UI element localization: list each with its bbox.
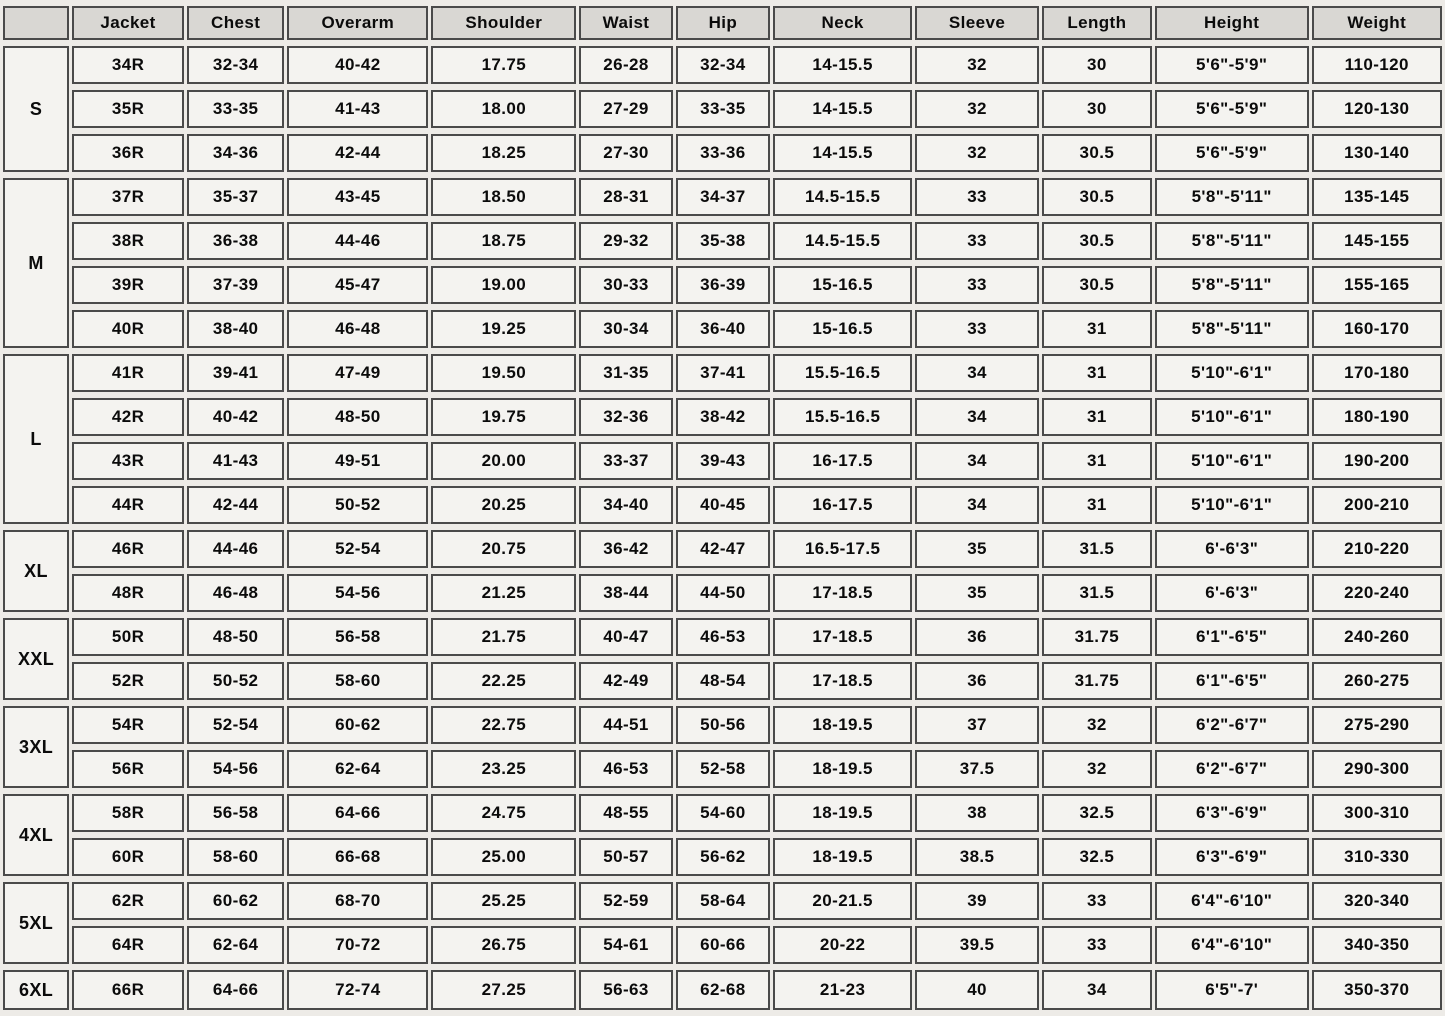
table-cell: 135-145 — [1312, 178, 1442, 216]
table-cell: 34-37 — [676, 178, 770, 216]
table-cell: 46-53 — [579, 750, 672, 788]
table-cell: 46-53 — [676, 618, 770, 656]
table-cell: 62-68 — [676, 970, 770, 1010]
table-cell: 32 — [915, 46, 1039, 84]
table-cell: 16-17.5 — [773, 486, 912, 524]
table-cell: 26.75 — [431, 926, 576, 964]
table-cell: 60R — [72, 838, 184, 876]
table-cell: 46-48 — [187, 574, 284, 612]
size-group-cell: M — [3, 178, 69, 348]
table-cell: 145-155 — [1312, 222, 1442, 260]
table-cell: 6'3"-6'9" — [1155, 794, 1309, 832]
table-cell: 44R — [72, 486, 184, 524]
table-cell: 64-66 — [187, 970, 284, 1010]
table-cell: 44-51 — [579, 706, 672, 744]
table-cell: 48-50 — [187, 618, 284, 656]
header-cell: Shoulder — [431, 6, 576, 40]
header-cell: Hip — [676, 6, 770, 40]
table-cell: 41-43 — [187, 442, 284, 480]
header-row — [3, 6, 1442, 40]
table-row — [3, 90, 1442, 128]
table-row — [3, 310, 1442, 348]
table-cell: 44-50 — [676, 574, 770, 612]
table-row — [3, 838, 1442, 876]
table-cell: 36-42 — [579, 530, 672, 568]
table-cell: 200-210 — [1312, 486, 1442, 524]
table-cell: 40 — [915, 970, 1039, 1010]
table-cell: 40R — [72, 310, 184, 348]
table-cell: 6'1"-6'5" — [1155, 662, 1309, 700]
table-cell: 43-45 — [287, 178, 428, 216]
table-cell: 52-54 — [287, 530, 428, 568]
table-cell: 48-54 — [676, 662, 770, 700]
table-cell: 34 — [915, 398, 1039, 436]
table-cell: 6'1"-6'5" — [1155, 618, 1309, 656]
table-cell: 27.25 — [431, 970, 576, 1010]
table-cell: 66-68 — [287, 838, 428, 876]
table-cell: 56-58 — [187, 794, 284, 832]
table-cell: 33-36 — [676, 134, 770, 172]
table-cell: 31 — [1042, 310, 1152, 348]
table-cell: 40-42 — [287, 46, 428, 84]
size-group-cell: S — [3, 46, 69, 172]
table-cell: 31.75 — [1042, 618, 1152, 656]
size-group-cell: 3XL — [3, 706, 69, 788]
table-cell: 19.50 — [431, 354, 576, 392]
table-cell: 37.5 — [915, 750, 1039, 788]
table-cell: 32 — [915, 134, 1039, 172]
table-cell: 24.75 — [431, 794, 576, 832]
table-row — [3, 574, 1442, 612]
table-cell: 18.00 — [431, 90, 576, 128]
table-cell: 6'4"-6'10" — [1155, 882, 1309, 920]
table-cell: 350-370 — [1312, 970, 1442, 1010]
table-cell: 44-46 — [287, 222, 428, 260]
table-cell: 220-240 — [1312, 574, 1442, 612]
table-cell: 20-22 — [773, 926, 912, 964]
table-cell: 31 — [1042, 354, 1152, 392]
table-cell: 37-41 — [676, 354, 770, 392]
table-row — [3, 442, 1442, 480]
header-cell: Length — [1042, 6, 1152, 40]
header-cell: Waist — [579, 6, 672, 40]
table-cell: 36 — [915, 662, 1039, 700]
table-cell: 31-35 — [579, 354, 672, 392]
header-cell: Neck — [773, 6, 912, 40]
table-cell: 54-60 — [676, 794, 770, 832]
table-cell: 45-47 — [287, 266, 428, 304]
table-cell: 6'2"-6'7" — [1155, 750, 1309, 788]
table-cell: 30.5 — [1042, 222, 1152, 260]
table-cell: 34 — [915, 442, 1039, 480]
table-cell: 21-23 — [773, 970, 912, 1010]
table-cell: 17-18.5 — [773, 574, 912, 612]
size-group-cell: 6XL — [3, 970, 69, 1010]
table-cell: 17-18.5 — [773, 618, 912, 656]
table-row — [3, 134, 1442, 172]
table-cell: 18-19.5 — [773, 794, 912, 832]
table-cell: 36 — [915, 618, 1039, 656]
table-cell: 42-44 — [287, 134, 428, 172]
header-cell: Weight — [1312, 6, 1442, 40]
table-row — [3, 618, 1442, 656]
table-row — [3, 926, 1442, 964]
table-cell: 38 — [915, 794, 1039, 832]
table-cell: 39-43 — [676, 442, 770, 480]
table-cell: 5'10"-6'1" — [1155, 398, 1309, 436]
table-cell: 36-40 — [676, 310, 770, 348]
size-group-cell: 5XL — [3, 882, 69, 964]
table-row — [3, 266, 1442, 304]
table-cell: 34 — [915, 486, 1039, 524]
table-cell: 44-46 — [187, 530, 284, 568]
table-cell: 30 — [1042, 90, 1152, 128]
table-cell: 5'6"-5'9" — [1155, 90, 1309, 128]
table-cell: 42-44 — [187, 486, 284, 524]
table-cell: 52R — [72, 662, 184, 700]
table-cell: 6'-6'3" — [1155, 530, 1309, 568]
table-row — [3, 750, 1442, 788]
table-body — [3, 46, 1442, 1010]
table-cell: 6'2"-6'7" — [1155, 706, 1309, 744]
header-cell: Overarm — [287, 6, 428, 40]
table-cell: 40-45 — [676, 486, 770, 524]
table-cell: 41R — [72, 354, 184, 392]
table-cell: 34R — [72, 46, 184, 84]
table-cell: 18-19.5 — [773, 750, 912, 788]
table-cell: 42-47 — [676, 530, 770, 568]
table-cell: 50-56 — [676, 706, 770, 744]
table-cell: 5'8"-5'11" — [1155, 310, 1309, 348]
table-cell: 70-72 — [287, 926, 428, 964]
table-cell: 5'6"-5'9" — [1155, 134, 1309, 172]
table-cell: 42-49 — [579, 662, 672, 700]
table-cell: 17-18.5 — [773, 662, 912, 700]
table-cell: 31 — [1042, 398, 1152, 436]
table-cell: 48-55 — [579, 794, 672, 832]
table-row — [3, 662, 1442, 700]
table-cell: 18.25 — [431, 134, 576, 172]
table-cell: 34-40 — [579, 486, 672, 524]
table-cell: 17.75 — [431, 46, 576, 84]
table-cell: 32 — [915, 90, 1039, 128]
table-cell: 14-15.5 — [773, 46, 912, 84]
table-cell: 50-52 — [187, 662, 284, 700]
table-cell: 32.5 — [1042, 794, 1152, 832]
table-cell: 35 — [915, 530, 1039, 568]
table-cell: 31 — [1042, 486, 1152, 524]
table-cell: 38.5 — [915, 838, 1039, 876]
table-cell: 62R — [72, 882, 184, 920]
table-cell: 36-39 — [676, 266, 770, 304]
table-cell: 56-62 — [676, 838, 770, 876]
table-cell: 30.5 — [1042, 134, 1152, 172]
table-cell: 23.25 — [431, 750, 576, 788]
table-cell: 52-54 — [187, 706, 284, 744]
table-cell: 60-62 — [187, 882, 284, 920]
table-cell: 34-36 — [187, 134, 284, 172]
table-cell: 260-275 — [1312, 662, 1442, 700]
table-cell: 120-130 — [1312, 90, 1442, 128]
table-cell: 37R — [72, 178, 184, 216]
table-cell: 15.5-16.5 — [773, 398, 912, 436]
table-row — [3, 486, 1442, 524]
table-cell: 36R — [72, 134, 184, 172]
table-row — [3, 882, 1442, 920]
table-cell: 38-42 — [676, 398, 770, 436]
table-cell: 14.5-15.5 — [773, 178, 912, 216]
table-cell: 5'8"-5'11" — [1155, 178, 1309, 216]
table-cell: 38-44 — [579, 574, 672, 612]
header-cell: Chest — [187, 6, 284, 40]
table-row — [3, 46, 1442, 84]
table-cell: 320-340 — [1312, 882, 1442, 920]
table-cell: 33 — [1042, 882, 1152, 920]
corner-cell — [3, 6, 69, 40]
table-cell: 39.5 — [915, 926, 1039, 964]
table-cell: 160-170 — [1312, 310, 1442, 348]
table-cell: 35-38 — [676, 222, 770, 260]
table-cell: 27-29 — [579, 90, 672, 128]
table-cell: 22.25 — [431, 662, 576, 700]
table-cell: 58R — [72, 794, 184, 832]
size-group-cell: L — [3, 354, 69, 524]
table-cell: 46-48 — [287, 310, 428, 348]
table-cell: 34 — [1042, 970, 1152, 1010]
table-cell: 42R — [72, 398, 184, 436]
table-cell: 41-43 — [287, 90, 428, 128]
table-cell: 35R — [72, 90, 184, 128]
table-cell: 52-59 — [579, 882, 672, 920]
table-cell: 26-28 — [579, 46, 672, 84]
table-cell: 170-180 — [1312, 354, 1442, 392]
table-cell: 38R — [72, 222, 184, 260]
size-group-cell: XXL — [3, 618, 69, 700]
table-cell: 30-34 — [579, 310, 672, 348]
table-cell: 5'10"-6'1" — [1155, 486, 1309, 524]
table-cell: 32-36 — [579, 398, 672, 436]
table-cell: 6'-6'3" — [1155, 574, 1309, 612]
table-cell: 14-15.5 — [773, 90, 912, 128]
table-cell: 19.00 — [431, 266, 576, 304]
table-cell: 5'10"-6'1" — [1155, 354, 1309, 392]
table-cell: 38-40 — [187, 310, 284, 348]
table-cell: 72-74 — [287, 970, 428, 1010]
table-cell: 31.75 — [1042, 662, 1152, 700]
table-cell: 33 — [915, 310, 1039, 348]
table-cell: 15.5-16.5 — [773, 354, 912, 392]
table-cell: 58-64 — [676, 882, 770, 920]
table-cell: 56R — [72, 750, 184, 788]
table-cell: 6'5"-7' — [1155, 970, 1309, 1010]
table-cell: 6'4"-6'10" — [1155, 926, 1309, 964]
table-cell: 56-63 — [579, 970, 672, 1010]
table-cell: 32.5 — [1042, 838, 1152, 876]
table-cell: 43R — [72, 442, 184, 480]
table-cell: 18-19.5 — [773, 706, 912, 744]
table-cell: 18.50 — [431, 178, 576, 216]
table-cell: 14.5-15.5 — [773, 222, 912, 260]
table-cell: 54-56 — [187, 750, 284, 788]
table-cell: 50-57 — [579, 838, 672, 876]
table-cell: 47-49 — [287, 354, 428, 392]
table-cell: 25.25 — [431, 882, 576, 920]
table-cell: 31.5 — [1042, 574, 1152, 612]
table-cell: 20.75 — [431, 530, 576, 568]
table-cell: 14-15.5 — [773, 134, 912, 172]
table-cell: 19.25 — [431, 310, 576, 348]
table-cell: 30.5 — [1042, 266, 1152, 304]
table-row — [3, 178, 1442, 216]
table-cell: 20.00 — [431, 442, 576, 480]
table-cell: 60-62 — [287, 706, 428, 744]
table-cell: 39-41 — [187, 354, 284, 392]
table-cell: 32 — [1042, 706, 1152, 744]
table-cell: 5'8"-5'11" — [1155, 266, 1309, 304]
table-cell: 19.75 — [431, 398, 576, 436]
table-cell: 180-190 — [1312, 398, 1442, 436]
table-cell: 35-37 — [187, 178, 284, 216]
table-cell: 33 — [915, 178, 1039, 216]
table-cell: 46R — [72, 530, 184, 568]
table-cell: 15-16.5 — [773, 310, 912, 348]
table-cell: 16.5-17.5 — [773, 530, 912, 568]
header-cell: Sleeve — [915, 6, 1039, 40]
table-cell: 155-165 — [1312, 266, 1442, 304]
table-cell: 54R — [72, 706, 184, 744]
table-cell: 16-17.5 — [773, 442, 912, 480]
table-cell: 300-310 — [1312, 794, 1442, 832]
table-cell: 30.5 — [1042, 178, 1152, 216]
table-cell: 21.75 — [431, 618, 576, 656]
table-cell: 58-60 — [287, 662, 428, 700]
table-cell: 52-58 — [676, 750, 770, 788]
table-cell: 58-60 — [187, 838, 284, 876]
table-cell: 54-56 — [287, 574, 428, 612]
table-cell: 33-35 — [676, 90, 770, 128]
table-cell: 275-290 — [1312, 706, 1442, 744]
table-row — [3, 794, 1442, 832]
table-cell: 15-16.5 — [773, 266, 912, 304]
table-row — [3, 354, 1442, 392]
table-cell: 62-64 — [187, 926, 284, 964]
table-cell: 28-31 — [579, 178, 672, 216]
table-cell: 190-200 — [1312, 442, 1442, 480]
table-cell: 110-120 — [1312, 46, 1442, 84]
table-cell: 5'10"-6'1" — [1155, 442, 1309, 480]
table-cell: 20.25 — [431, 486, 576, 524]
table-cell: 39R — [72, 266, 184, 304]
table-cell: 290-300 — [1312, 750, 1442, 788]
table-cell: 64-66 — [287, 794, 428, 832]
table-cell: 310-330 — [1312, 838, 1442, 876]
table-row — [3, 530, 1442, 568]
header-cell: Height — [1155, 6, 1309, 40]
table-cell: 68-70 — [287, 882, 428, 920]
table-cell: 25.00 — [431, 838, 576, 876]
table-cell: 40-42 — [187, 398, 284, 436]
table-cell: 5'8"-5'11" — [1155, 222, 1309, 260]
table-cell: 60-66 — [676, 926, 770, 964]
table-cell: 31 — [1042, 442, 1152, 480]
table-cell: 33 — [1042, 926, 1152, 964]
table-cell: 54-61 — [579, 926, 672, 964]
table-row — [3, 970, 1442, 1010]
table-cell: 130-140 — [1312, 134, 1442, 172]
header-cell: Jacket — [72, 6, 184, 40]
table-cell: 40-47 — [579, 618, 672, 656]
table-cell: 62-64 — [287, 750, 428, 788]
size-group-cell: XL — [3, 530, 69, 612]
table-cell: 33-37 — [579, 442, 672, 480]
table-cell: 6'3"-6'9" — [1155, 838, 1309, 876]
table-cell: 64R — [72, 926, 184, 964]
table-cell: 50-52 — [287, 486, 428, 524]
table-cell: 27-30 — [579, 134, 672, 172]
table-cell: 32-34 — [187, 46, 284, 84]
table-cell: 240-260 — [1312, 618, 1442, 656]
table-cell: 30 — [1042, 46, 1152, 84]
table-cell: 33 — [915, 266, 1039, 304]
table-cell: 22.75 — [431, 706, 576, 744]
table-cell: 49-51 — [287, 442, 428, 480]
table-cell: 340-350 — [1312, 926, 1442, 964]
table-cell: 18-19.5 — [773, 838, 912, 876]
table-cell: 32-34 — [676, 46, 770, 84]
table-cell: 39 — [915, 882, 1039, 920]
table-cell: 5'6"-5'9" — [1155, 46, 1309, 84]
table-cell: 50R — [72, 618, 184, 656]
table-cell: 18.75 — [431, 222, 576, 260]
table-cell: 34 — [915, 354, 1039, 392]
table-row — [3, 706, 1442, 744]
table-header — [3, 6, 1442, 40]
table-cell: 31.5 — [1042, 530, 1152, 568]
table-cell: 21.25 — [431, 574, 576, 612]
table-cell: 36-38 — [187, 222, 284, 260]
table-cell: 30-33 — [579, 266, 672, 304]
table-cell: 29-32 — [579, 222, 672, 260]
table-cell: 210-220 — [1312, 530, 1442, 568]
table-cell: 37-39 — [187, 266, 284, 304]
table-row — [3, 398, 1442, 436]
table-cell: 33 — [915, 222, 1039, 260]
table-cell: 48-50 — [287, 398, 428, 436]
table-cell: 48R — [72, 574, 184, 612]
table-cell: 56-58 — [287, 618, 428, 656]
table-row — [3, 222, 1442, 260]
size-group-cell: 4XL — [3, 794, 69, 876]
table-cell: 37 — [915, 706, 1039, 744]
table-cell: 32 — [1042, 750, 1152, 788]
table-cell: 33-35 — [187, 90, 284, 128]
table-cell: 20-21.5 — [773, 882, 912, 920]
table-cell: 35 — [915, 574, 1039, 612]
table-cell: 66R — [72, 970, 184, 1010]
